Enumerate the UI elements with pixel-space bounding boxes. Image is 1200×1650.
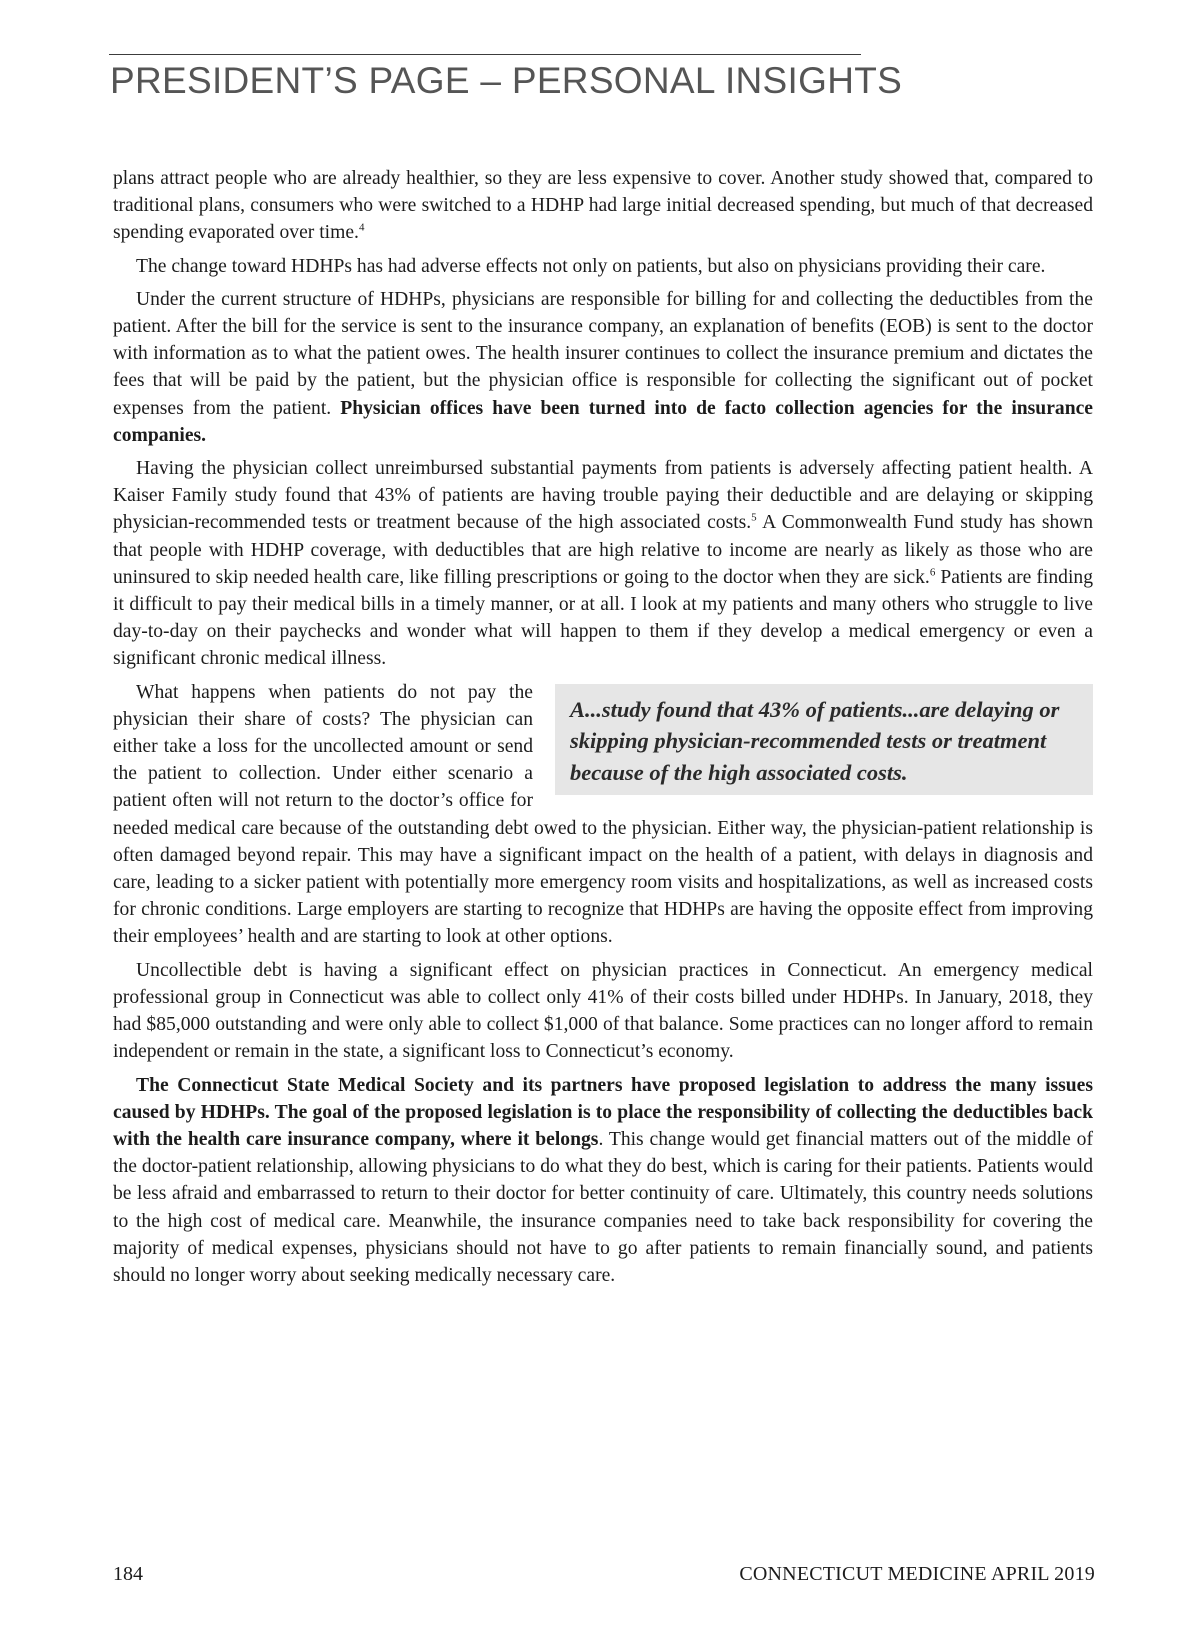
page-number: 184: [113, 1563, 143, 1585]
paragraph-1: [113, 165, 1093, 247]
paragraph-7-emphasis: The Connecticut State Medical Society and its partners have proposed legislation to address the many issues caused by HDHPs. The goal of the proposed legislation is to place the responsibility of collecting the deductibles back with the health care insurance company, where it belongs: [113, 1074, 1093, 1150]
paragraph-3: [113, 286, 1093, 449]
paragraph-3-emphasis: Physician offices have been turned into de facto collection agencies for the insurance companies.: [113, 397, 1093, 446]
paragraph-3-text: Under the current structure of HDHPs, physicians are responsible for billing for and collecting the deductibles from the patient. After the bill for the service is sent to the insurance company, an explanation of benefits (EOB) is sent to the doctor with information as to what the patient owes. The health insurer continues to collect the insurance premium and dictates the fees that will be paid by the patient, but the physician office is responsible for collecting the significant out of pocket expenses from the patient.: [113, 288, 1093, 419]
pull-quote: A...study found that 43% of patients...are delaying or skipping physician-recommended tests or treatment because of the high associated costs.: [555, 684, 1093, 795]
paragraph-2: The change toward HDHPs has had adverse effects not only on patients, but also on physicians providing their care.: [136, 255, 1046, 277]
footnote-ref-4: 4: [358, 221, 365, 234]
footnote-ref-5: 5: [751, 511, 757, 524]
journal-footer: CONNECTICUT MEDICINE APRIL 2019: [739, 1563, 1095, 1585]
page-header-title: PRESIDENT’S PAGE – PERSONAL INSIGHTS: [110, 60, 903, 101]
paragraph-4-text-b: A Commonwealth Fund study has shown that people with HDHP coverage, with deductibles that are high relative to income are nearly as likely as those who are uninsured to skip needed health care, like filling prescriptions or going to the doctor when they are sick.: [113, 512, 1094, 588]
footnote-ref-6: 6: [929, 566, 936, 579]
paragraph-5-text: What happens when patients do not pay the physician their share of costs? The physician can either take a loss for the uncollected amount or send the patient to collection. Under either scenario a patient often will not return to the doctor’s office for needed medical care because of the outstanding debt owed to the physician. Either way, the physician-patient relationship is often damaged beyond repair. This may have a significant impact on the health of a patient, with delays in diagnosis and care, leading to a sicker patient with potentially more emergency room visits and hospitalizations, as well as increased costs for chronic conditions. Large employers are starting to recognize that HDHPs are having the opposite effect from improving their employees’ health and are starting to look at other options.: [113, 681, 1093, 948]
article-body: [113, 165, 1093, 1295]
paragraph-5: [113, 679, 1093, 951]
paragraph-4-text-a: Having the physician collect unreimbursed substantial payments from patients is adversely affecting patient health. A Kaiser Family study found that 43% of patients are having trouble paying their deductible and are delaying or skipping physician-recommended tests or treatment because of the high associated costs.: [113, 458, 1093, 534]
paragraph-6: Uncollectible debt is having a significant effect on physician practices in Connecticut. An emergency medical professional group in Connecticut was able to collect only 41% of their costs billed under HDHPs. In January, 2018, they had $85,000 outstanding and were only able to collect $1,000 of that balance. Some practices can no longer afford to remain independent or remain in the state, a significant loss to Connecticut’s economy.: [113, 959, 1093, 1063]
header-rule: [109, 54, 861, 55]
paragraph-4-text-c: Patients are finding it difficult to pay their medical bills in a timely manner, or at all. I look at my patients and many others who struggle to live day-to-day on their paychecks and wonder what will happen to them if they develop a medical emergency or even a significant chronic medical illness.: [113, 566, 1093, 670]
paragraph-7-text: . This change would get financial matters out of the middle of the doctor-patient relationship, allowing physicians to do what they do best, which is caring for their patients. Patients would be less afraid and embarrassed to return to their doctor for better continuity of care. Ultimately, this country needs solutions to the high cost of medical care. Meanwhile, the insurance companies need to take back responsibility for covering the majority of medical expenses, physicians should not have to go after patients to remain financially sound, and patients should no longer worry about seeking medically necessary care.: [113, 1128, 1093, 1286]
paragraph-4: [113, 455, 1093, 673]
paragraph-1-text: plans attract people who are already healthier, so they are less expensive to cover. Another study showed that, compared to traditional plans, consumers who were switched to a HDHP had large initial decreased spending, but much of that decreased spending evaporated over time.: [113, 168, 1093, 244]
paragraph-7: [113, 1072, 1093, 1290]
